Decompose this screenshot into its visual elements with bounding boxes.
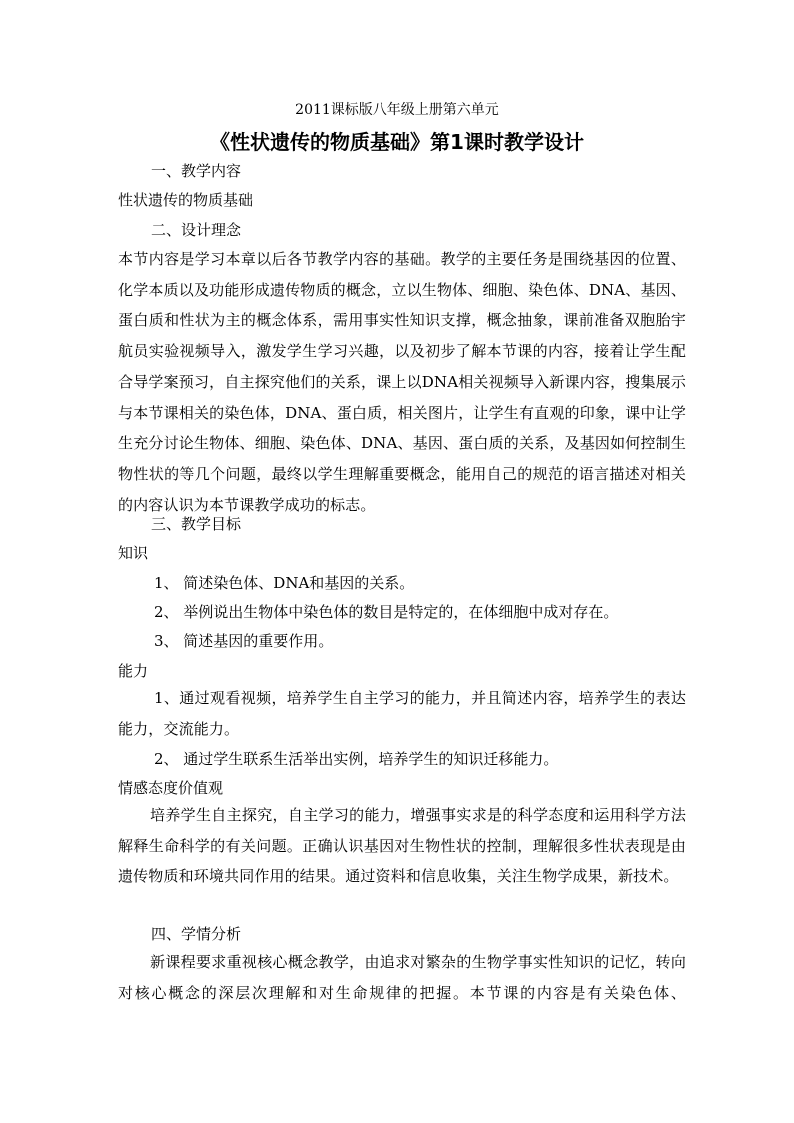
objective-ability-label: 能力: [118, 662, 149, 680]
section-heading-learner-analysis: 四、学情分析: [151, 925, 242, 943]
objective-ability-item-2: 2、 通过学生联系生活举出实例，培养学生的知识迁移能力。: [154, 750, 559, 768]
objective-knowledge-item-2: 2、 举例说出生物体中染色体的数目是特定的，在体细胞中成对存在。: [154, 603, 619, 621]
objective-knowledge-item-1: 1、 简述染色体、DNA和基因的关系。: [154, 574, 415, 592]
section-heading-content: 一、教学内容: [151, 162, 242, 180]
objective-ability-item-1: 1、通过观看视频，培养学生自主学习的能力，并且简述内容，培养学生的表达能力，交流能力。: [118, 689, 686, 738]
section-body-design-concept: 本节内容是学习本章以后各节教学内容的基础。教学的主要任务是围绕基因的位置、化学本质以及功能形成遗传物质的概念，立以生物体、细胞、染色体、DNA、基因、蛋白质和性状为主的概念体系，需用事实性知识支撑，概念抽象，课前准备双胞胎宇航员实验视频导入，激发学生学习兴趣，以及初步了解本节课的内容，接着让学生配合导学案预习，自主探究他们的关系，课上以DNA相关视频导入新课内容，搜集展示与本节课相关的染色体，DNA、蛋白质，相关图片，让学生有直观的印象，课中让学生充分讨论生物体、细胞、染色体、DNA、基因、蛋白质的关系，及基因如何控制生物性状的等几个问题，最终以学生理解重要概念，能用自己的规范的语言描述对相关的内容认识为本节课教学成功的标志。: [118, 250, 686, 514]
objective-emotion-label: 情感态度价值观: [118, 779, 224, 797]
document-subtitle: 2011课标版八年级上册第六单元: [295, 102, 499, 118]
objective-knowledge-item-3: 3、 简述基因的重要作用。: [154, 632, 334, 650]
objective-emotion-body: 培养学生自主探究，自主学习的能力，增强事实求是的科学态度和运用科学方法解释生命科学的有关问题。正确认识基因对生物性状的控制，理解很多性状表现是由遗传物质和环境共同作用的结果。通过资料和信息收集，关注生物学成果，新技术。: [118, 806, 686, 886]
document-title: 《性状遗传的物质基础》第1课时教学设计: [210, 130, 584, 154]
section-heading-objectives: 三、教学目标: [151, 515, 242, 533]
section-heading-design-concept: 二、设计理念: [151, 221, 242, 239]
section-body-content: 性状遗传的物质基础: [118, 191, 254, 209]
objective-knowledge-label: 知识: [118, 544, 149, 562]
section-body-learner-analysis: 新课程要求重视核心概念教学，由追求对繁杂的生物学事实性知识的记忆，转向对核心概念的深层次理解和对生命规律的把握。本节课的内容是有关染色体、: [118, 953, 686, 1002]
